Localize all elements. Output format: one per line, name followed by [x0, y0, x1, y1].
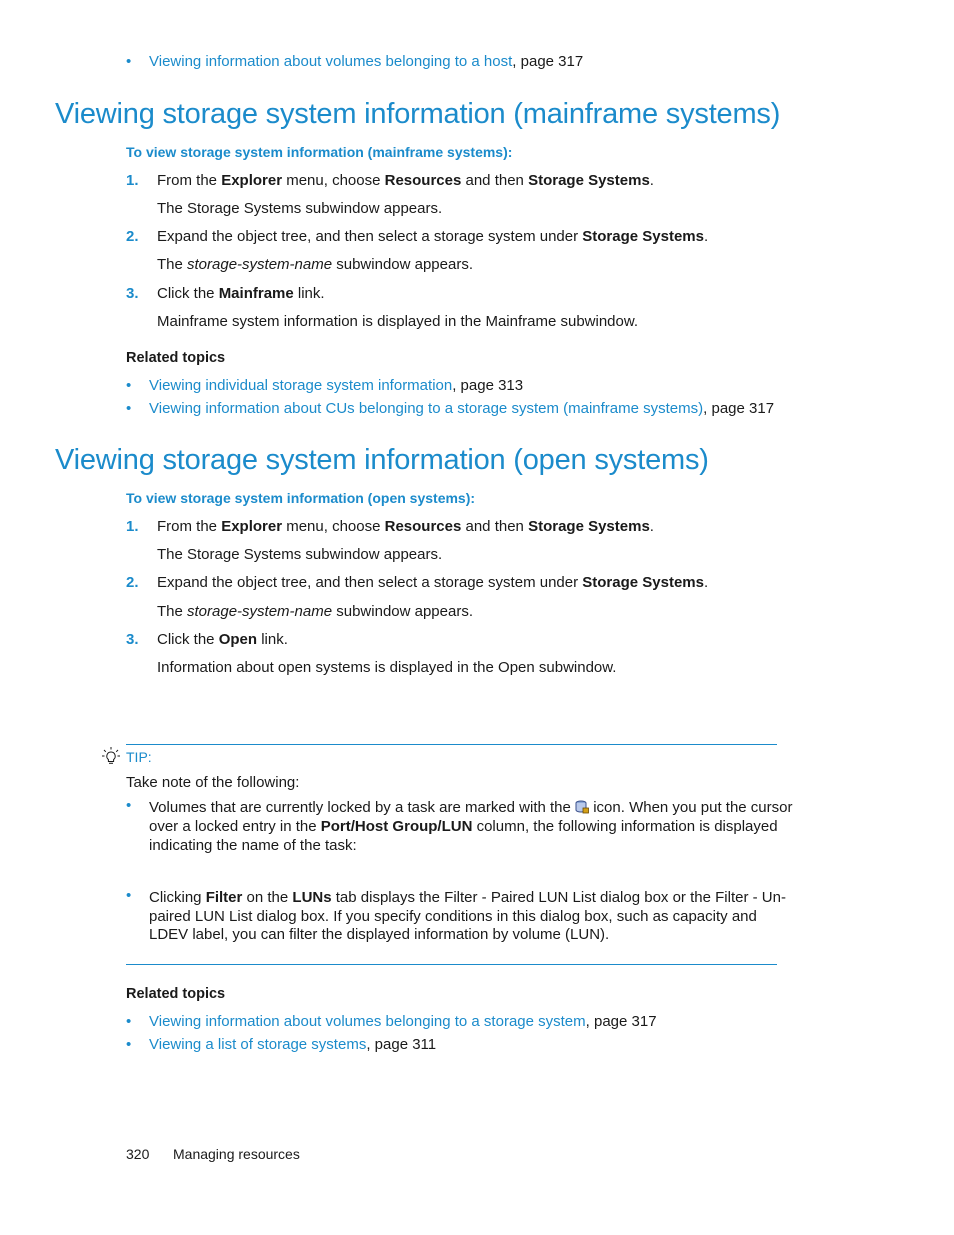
step-result: The Storage Systems subwindow appears.: [157, 546, 443, 563]
ui-term: Resources: [384, 172, 462, 189]
step-result: Mainframe system information is displayed in the Mainframe subwindow.: [157, 313, 639, 330]
step-text: [157, 228, 708, 245]
tip-bullet-line: [149, 818, 778, 835]
page-number: 320: [126, 1146, 150, 1162]
bullet-dot-icon: •: [126, 797, 132, 814]
text: subwindow appears.: [332, 603, 473, 620]
text: Expand the object tree, and then select a storage system under: [157, 228, 583, 245]
page-ref: , page 317: [703, 400, 775, 417]
text: and then: [461, 518, 529, 535]
tip-bullet-line: [149, 799, 792, 816]
text: menu, choose: [282, 518, 385, 535]
procedure-title: To view storage system information (mainframe systems):: [126, 144, 513, 160]
text: over a locked entry in the: [149, 818, 321, 835]
text: Click the: [157, 285, 219, 302]
lightbulb-icon: [101, 746, 121, 768]
bullet-dot-icon: •: [126, 53, 132, 70]
step-text: [157, 518, 654, 535]
text: The: [157, 603, 188, 620]
link[interactable]: Viewing information about CUs belonging to a storage system (mainframe systems): [149, 400, 704, 417]
step-number: 1.: [126, 172, 139, 189]
text: icon. When you put the cursor: [589, 799, 793, 816]
text: on the: [242, 889, 293, 906]
tip-bullet-line: paired LUN List dialog box. If you specify conditions in this dialog box, such as capacity and: [149, 908, 757, 925]
text: subwindow appears.: [332, 256, 473, 273]
step-result: [157, 603, 473, 620]
variable: storage-system-name: [187, 256, 333, 273]
step-number: 3.: [126, 631, 139, 648]
step-number: 2.: [126, 228, 139, 245]
step-text: [157, 172, 654, 189]
link[interactable]: Viewing individual storage system information: [149, 377, 453, 394]
page-ref: , page 313: [452, 377, 524, 394]
tip-bullet-line: [149, 889, 786, 906]
ui-term: Filter: [205, 889, 243, 906]
text: Clicking: [149, 889, 206, 906]
list-item: [149, 1036, 436, 1053]
step-result: Information about open systems is displayed in the Open subwindow.: [157, 659, 617, 676]
ui-term: Storage Systems: [528, 172, 650, 189]
text: Click the: [157, 631, 219, 648]
variable: storage-system-name: [187, 603, 333, 620]
tip-label: TIP:: [126, 749, 152, 765]
section-heading: Viewing storage system information (open systems): [55, 444, 709, 476]
ui-term: Mainframe: [218, 285, 294, 302]
step-text: [157, 574, 708, 591]
bullet-dot-icon: •: [126, 887, 132, 904]
page-ref: , page 317: [585, 1013, 657, 1030]
text: From the: [157, 518, 222, 535]
list-item: [149, 53, 583, 70]
bullet-dot-icon: •: [126, 1013, 132, 1030]
step-number: 1.: [126, 518, 139, 535]
related-topics-title: Related topics: [126, 350, 226, 366]
list-item: [149, 400, 774, 417]
ui-term: Open: [218, 631, 258, 648]
text: .: [649, 172, 654, 189]
link[interactable]: Viewing information about volumes belonging to a host: [149, 53, 513, 70]
ui-term: LUNs: [292, 889, 332, 906]
text: The: [157, 256, 188, 273]
ui-term: Explorer: [221, 172, 283, 189]
locked-volume-icon: [575, 800, 589, 814]
bullet-dot-icon: •: [126, 400, 132, 417]
list-item: [149, 377, 523, 394]
tip-bullet-line: indicating the name of the task:: [149, 837, 357, 854]
page-ref: , page 311: [366, 1036, 437, 1053]
page-ref: , page 317: [512, 53, 584, 70]
link[interactable]: Viewing a list of storage systems: [149, 1036, 367, 1053]
text: From the: [157, 172, 222, 189]
text: menu, choose: [282, 172, 385, 189]
footer-section: Managing resources: [173, 1146, 300, 1162]
ui-term: Storage Systems: [582, 574, 704, 591]
ui-term: Storage Systems: [528, 518, 650, 535]
text: .: [649, 518, 654, 535]
step-number: 3.: [126, 285, 139, 302]
text: .: [704, 228, 709, 245]
bullet-dot-icon: •: [126, 377, 132, 394]
text: link.: [257, 631, 288, 648]
tip-bullet-line: LDEV label, you can filter the displayed information by volume (LUN).: [149, 926, 610, 943]
section-heading: Viewing storage system information (mainframe systems): [55, 98, 781, 130]
ui-term: Storage Systems: [582, 228, 704, 245]
bullet-dot-icon: •: [126, 1036, 132, 1053]
ui-term: Resources: [384, 518, 462, 535]
step-text: [157, 631, 288, 648]
tip-bottom-rule: [126, 964, 777, 965]
link[interactable]: Viewing information about volumes belonging to a storage system: [149, 1013, 586, 1030]
text: Volumes that are currently locked by a task are marked with the: [149, 799, 576, 816]
related-topics-title: Related topics: [126, 986, 226, 1002]
text: .: [704, 574, 709, 591]
text: Expand the object tree, and then select a storage system under: [157, 574, 583, 591]
step-result: The Storage Systems subwindow appears.: [157, 200, 443, 217]
text: tab displays the Filter - Paired LUN List dialog box or the Filter - Un-: [331, 889, 786, 906]
ui-term: Port/Host Group/LUN: [320, 818, 473, 835]
list-item: [149, 1013, 657, 1030]
procedure-title: To view storage system information (open systems):: [126, 490, 476, 506]
step-number: 2.: [126, 574, 139, 591]
text: column, the following information is displayed: [472, 818, 778, 835]
step-text: [157, 285, 325, 302]
text: link.: [293, 285, 325, 302]
tip-top-rule: [126, 744, 777, 745]
step-result: [157, 256, 473, 273]
tip-intro: Take note of the following:: [126, 774, 300, 791]
ui-term: Explorer: [221, 518, 283, 535]
text: and then: [461, 172, 529, 189]
